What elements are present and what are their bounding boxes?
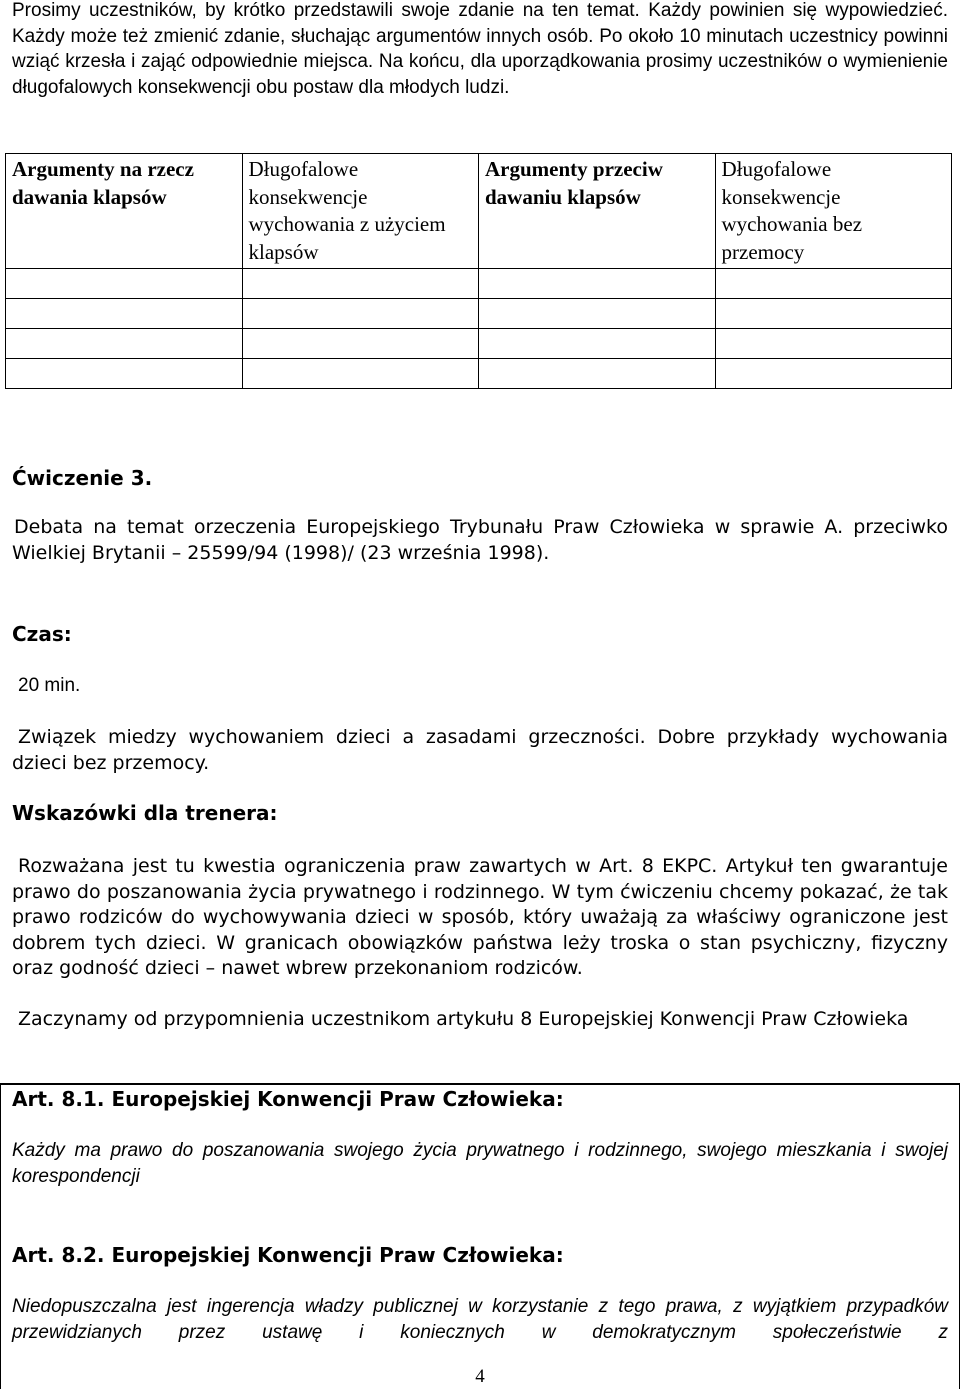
article-8-1-text: Każdy ma prawo do poszanowania swojego życia prywatnego i rodzinnego, swojego mieszkania i swojej korespondencji xyxy=(12,1140,948,1187)
table-cell[interactable] xyxy=(479,299,716,329)
time-label: Czas: xyxy=(12,622,72,646)
table-cell[interactable] xyxy=(715,329,952,359)
trainer-heading: Wskazówki dla trenera: xyxy=(12,801,278,825)
table-cell[interactable] xyxy=(242,329,479,359)
header-consequences-without: Długofalowe konsekwencje wychowania bez przemocy xyxy=(715,154,952,269)
table-cell[interactable] xyxy=(715,299,952,329)
article-8-2-text: Niedopuszczalna jest ingerencja władzy publicznej w korzystanie z tego prawa, z wyjątkiem przypadków przewidzianych przez ustawę i koniecznych w demokratycznym społeczeństwie z xyxy=(12,1296,948,1343)
table-row xyxy=(6,299,952,329)
table-row xyxy=(6,329,952,359)
intro-paragraph: Prosimy uczestników, by krótko przedstawili swoje zdanie na ten temat. Każdy powinien się wypowiedzieć. Każdy może też zmienić zdanie, słuchając argumentów innych osób. Po około 10 minutach uczestnicy powinni wziąć krzesła i zająć odpowiednie miejsca. Na końcu, dla uporządkowania prosimy uczestników o wymienienie długofalowych konsekwencji obu postaw dla młodych ludzi. xyxy=(12,0,948,98)
table-cell[interactable] xyxy=(6,299,243,329)
page-number: 4 xyxy=(475,1366,485,1387)
table-row xyxy=(6,359,952,389)
table-cell[interactable] xyxy=(6,329,243,359)
table-cell[interactable] xyxy=(242,269,479,299)
table-cell[interactable] xyxy=(479,329,716,359)
table-header-row xyxy=(6,154,952,269)
topic-paragraph: Związek miedzy wychowaniem dzieci a zasadami grzeczności. Dobre przykłady wychowania dzieci bez przemocy. xyxy=(12,726,948,774)
time-value: 20 min. xyxy=(18,675,81,696)
article-8-2-title: Art. 8.2. Europejskiej Konwencji Praw Człowieka: xyxy=(12,1243,564,1267)
header-consequences-with: Długofalowe konsekwencje wychowania z użyciem klapsów xyxy=(242,154,479,269)
table-cell[interactable] xyxy=(715,359,952,389)
table-cell[interactable] xyxy=(479,269,716,299)
table-cell[interactable] xyxy=(715,269,952,299)
trainer-paragraph: Rozważana jest tu kwestia ograniczenia praw zawartych w Art. 8 EKPC. Artykuł ten gwarantuje prawo do poszanowania życia prywatnego i rodzinnego. W tym ćwiczeniu chcemy pokazać, że tak prawo rodziców do wychowywania dzieci w sposób, który uważają za właściwy ograniczone jest dobrem tych dzieci. W granicach obowiązków państwa leży troska o stan psychiczny, fizyczny oraz godność dzieci – nawet wbrew przekonaniom rodziców. xyxy=(12,855,948,979)
table-cell[interactable] xyxy=(6,269,243,299)
reminder-paragraph: Zaczynamy od przypomnienia uczestnikom artykułu 8 Europejskiej Konwencji Praw Człowieka xyxy=(18,1008,909,1030)
table-cell[interactable] xyxy=(6,359,243,389)
header-arguments-against: Argumenty przeciw dawaniu klapsów xyxy=(479,154,716,269)
arguments-table xyxy=(5,153,952,389)
table-row xyxy=(6,269,952,299)
header-arguments-for: Argumenty na rzecz dawania klapsów xyxy=(6,154,243,269)
debate-paragraph: Debata na temat orzeczenia Europejskiego Trybunału Praw Człowieka w sprawie A. przeciwko Wielkiej Brytanii – 25599/94 (1998)/ (23 września 1998). xyxy=(12,516,948,564)
exercise-heading: Ćwiczenie 3. xyxy=(12,466,153,490)
table-cell[interactable] xyxy=(479,359,716,389)
article-8-1-title: Art. 8.1. Europejskiej Konwencji Praw Człowieka: xyxy=(12,1087,564,1111)
table-cell[interactable] xyxy=(242,299,479,329)
table-cell[interactable] xyxy=(242,359,479,389)
